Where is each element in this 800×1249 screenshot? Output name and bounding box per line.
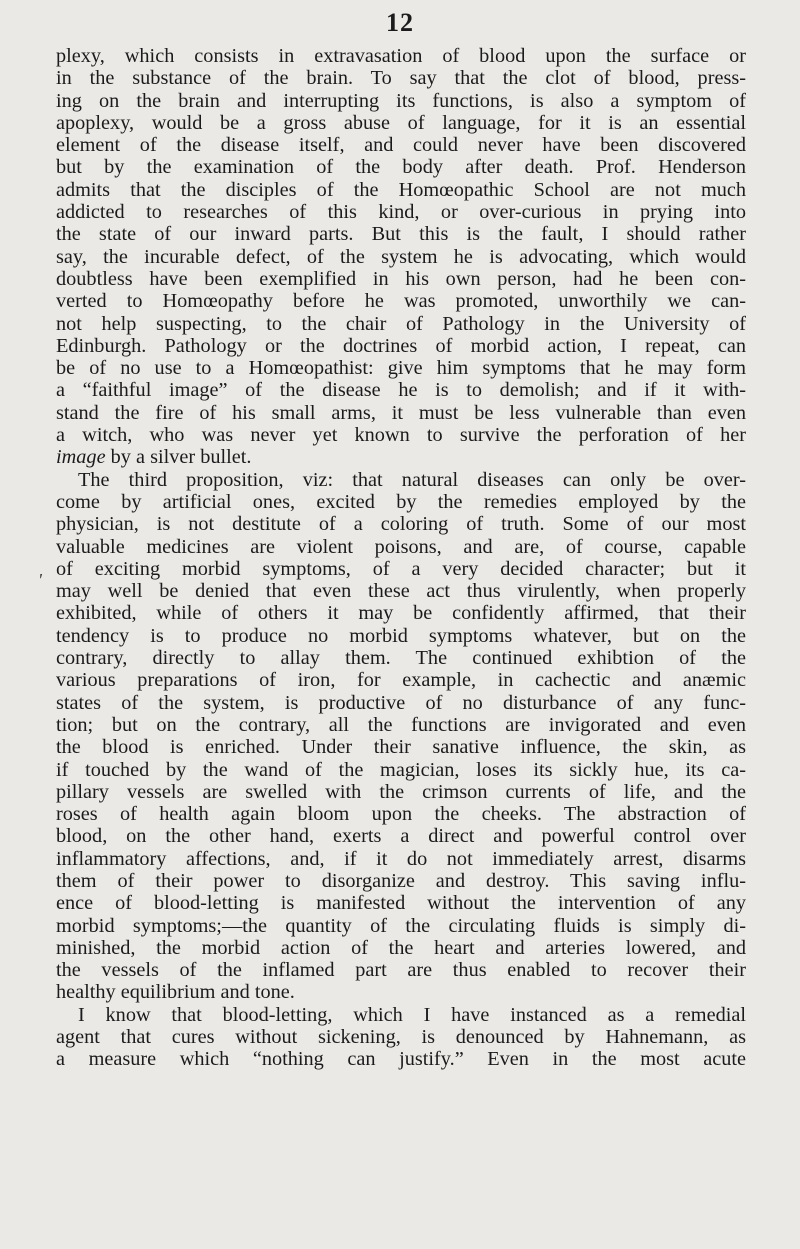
text-line-rest: by a silver bullet. xyxy=(105,446,252,469)
text-line: I know that blood-letting, which I have instanced as a remedial xyxy=(78,1003,746,1026)
text-line: the vessels of the inflamed part are thus enabled to recover their xyxy=(56,959,746,982)
text-line: a witch, who was never yet known to survive the perforation of her xyxy=(56,424,746,447)
text-line: doubtless have been exemplified in his own person, had he been con- xyxy=(56,267,746,290)
text-line: the state of our inward parts. But this is the fault, I should rather xyxy=(56,223,746,246)
text-line: not help suspecting, to the chair of Pathology in the University of xyxy=(56,312,746,335)
text-line: plexy, which consists in extravasation of blood upon the surface or xyxy=(56,45,746,67)
text-line: agent that cures without sickening, is denounced by Hahnemann, as xyxy=(56,1026,746,1049)
text-line: various preparations of iron, for example, in cachectic and anæmic xyxy=(56,669,746,692)
text-line: if touched by the wand of the magician, loses its sickly hue, its ca- xyxy=(56,758,746,781)
text-line: ing on the brain and interrupting its functions, is also a symptom of xyxy=(56,89,746,112)
text-line: say, the incurable defect, of the system he is advocating, which would xyxy=(56,245,746,268)
text-line: stand the fire of his small arms, it must be less vulnerable than even xyxy=(56,401,746,424)
text-line: the blood is enriched. Under their sanative influence, the skin, as xyxy=(56,736,746,759)
text-line: pillary vessels are swelled with the crimson currents of life, and the xyxy=(56,780,746,803)
text-line: tion; but on the contrary, all the functions are invigorated and even xyxy=(56,713,746,736)
text-line: admits that the disciples of the Homœopathic School are not much xyxy=(56,178,746,201)
paragraph-3 xyxy=(56,1004,746,1071)
text-line: roses of health again bloom upon the cheeks. The abstraction of xyxy=(56,803,746,826)
text-line: contrary, directly to allay them. The continued exhibtion of the xyxy=(56,647,746,670)
text-line: a “faithful image” of the disease he is to demolish; and if it with- xyxy=(56,379,746,402)
text-line: states of the system, is productive of no disturbance of any func- xyxy=(56,691,746,714)
body-text xyxy=(56,45,746,1071)
italic-word: image xyxy=(56,446,106,469)
paragraph-1 xyxy=(56,45,746,469)
text-line: inflammatory affections, and, if it do not immediately arrest, disarms xyxy=(56,847,746,870)
text-line: ence of blood-letting is manifested without the intervention of any xyxy=(56,892,746,915)
text-line: a measure which “nothing can justify.” Even in the most acute xyxy=(56,1048,746,1071)
text-line: valuable medicines are violent poisons, and are, of course, capable xyxy=(56,535,746,558)
text-line: The third proposition, viz: that natural diseases can only be over- xyxy=(78,468,746,491)
text-line: tendency is to produce no morbid symptoms whatever, but on the xyxy=(56,624,746,647)
text-line: them of their power to disorganize and destroy. This saving influ- xyxy=(56,869,746,892)
text-line: may well be denied that even these act thus virulently, when properly xyxy=(56,580,746,603)
text-line: of exciting morbid symptoms, of a very decided character; but it xyxy=(56,557,746,580)
margin-mark: ' xyxy=(38,570,42,590)
text-line-final xyxy=(56,446,746,468)
text-line: healthy equilibrium and tone. xyxy=(56,981,295,1004)
text-line: in the substance of the brain. To say that the clot of blood, press- xyxy=(56,67,746,90)
text-line: exhibited, while of others it may be confidently affirmed, that their xyxy=(56,602,746,625)
text-line: element of the disease itself, and could never have been discovered xyxy=(56,134,746,157)
text-line: be of no use to a Homœopathist: give him symptoms that he may form xyxy=(56,357,746,380)
text-line: Edinburgh. Pathology or the doctrines of morbid action, I repeat, can xyxy=(56,334,746,357)
text-line: blood, on the other hand, exerts a direct and powerful control over xyxy=(56,825,746,848)
text-line: physician, is not destitute of a coloring of truth. Some of our most xyxy=(56,513,746,536)
text-line: addicted to researches of this kind, or over-curious in prying into xyxy=(56,201,746,224)
text-line: morbid symptoms;—the quantity of the circulating fluids is simply di- xyxy=(56,914,746,937)
text-line: minished, the morbid action of the heart and arteries lowered, and xyxy=(56,936,746,959)
paragraph-2 xyxy=(56,469,746,1004)
page-number: 12 xyxy=(386,8,414,37)
text-line: but by the examination of the body after death. Prof. Henderson xyxy=(56,156,746,179)
text-line: apoplexy, would be a gross abuse of language, for it is an essential xyxy=(56,111,746,134)
text-line: come by artificial ones, excited by the remedies employed by the xyxy=(56,490,746,513)
text-line: verted to Homœopathy before he was promoted, unworthily we can- xyxy=(56,290,746,313)
